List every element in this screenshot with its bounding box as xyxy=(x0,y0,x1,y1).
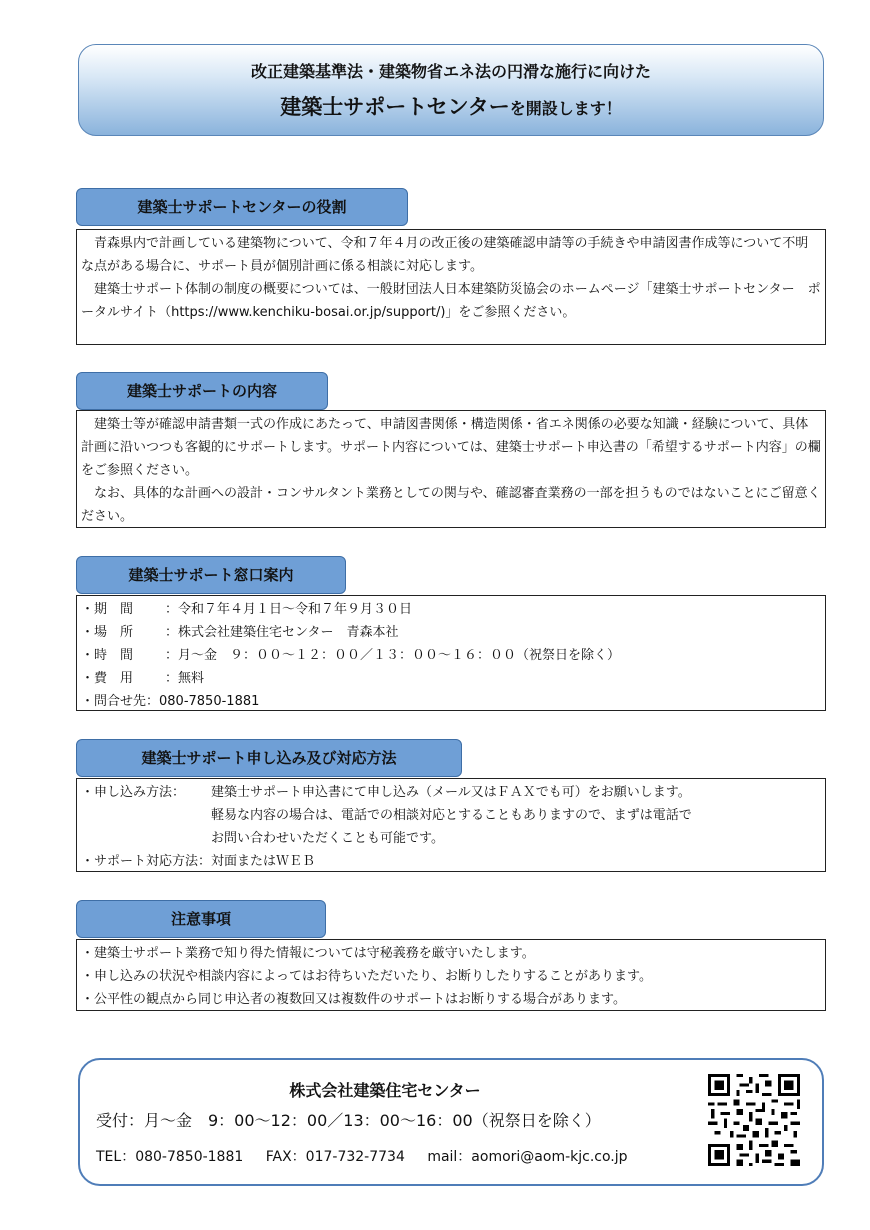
window-value: ：令和７年４月１日～令和７年９月３０日 xyxy=(165,602,413,617)
window-label: ・場 所 xyxy=(81,625,134,640)
banner-title-suffix: を開設します！ xyxy=(509,99,622,118)
note-item: ・公平性の観点から同じ申込者の複数回又は複数件のサポートはお断りする場合があります。 xyxy=(81,992,626,1007)
contact-company: 株式会社建築住宅センター xyxy=(289,1081,481,1100)
banner-main-title: 建築士サポートセンター xyxy=(280,95,510,119)
window-label: ・費 用 xyxy=(81,671,134,686)
section-box-notes xyxy=(76,939,826,1011)
window-value: ：080-7850-1881 xyxy=(146,694,260,709)
apply-support-method: ・サポート対応方法：対面またはＷＥＢ xyxy=(81,854,316,869)
contact-fax: FAX：017-732-7734 xyxy=(265,1149,405,1165)
note-item: ・申し込みの状況や相談内容によってはお待ちいただいたり、お断りしたりすることがあります。 xyxy=(81,969,652,984)
apply-method-line: 軽易な内容の場合は、電話での相談対応とすることもありますので、まずは電話で xyxy=(211,808,692,823)
window-row-place xyxy=(81,621,821,644)
role-paragraph-2: 建築士サポート体制の制度の概要については、一般財団法人日本建築防災協会のホームページ「建築士サポートセンター ポータルサイト（https://www.kenchiku-bosai.or.jp/support/)」をご参照ください。 xyxy=(81,282,821,320)
section-box-role xyxy=(76,229,826,345)
role-paragraph-1: 青森県内で計画している建築物について、令和７年４月の改正後の建築確認申請等の手続きや申請図書作成等について不明な点がある場合に、サポート員が個別計画に係る相談に対応します。 xyxy=(81,236,809,274)
window-row-period xyxy=(81,598,821,621)
contact-box xyxy=(78,1058,824,1186)
contact-tel: TEL：080-7850-1881 xyxy=(96,1149,244,1165)
content-paragraph-2: なお、具体的な計画への設計・コンサルタント業務としての関与や、確認審査業務の一部を担うものではないことにご留意ください。 xyxy=(81,486,821,524)
banner-line-1: 改正建築基準法・建築物省エネ法の円滑な施行に向けた xyxy=(250,62,651,81)
apply-method-label: ・申し込み方法： xyxy=(81,785,186,800)
qr-code-icon[interactable] xyxy=(708,1074,800,1166)
window-label: ・時 間 xyxy=(81,648,134,663)
contact-hours: 受付：月～金 9：00～12：00／13：00～16：00（祝祭日を除く） xyxy=(96,1111,601,1130)
header-banner xyxy=(78,44,824,136)
window-value: ：月～金 ９：００～１２：００／１３：００～１６：００（祝祭日を除く） xyxy=(165,648,621,663)
section-box-content xyxy=(76,410,826,528)
apply-method-line: お問い合わせいただくことも可能です。 xyxy=(211,831,444,846)
section-title-content: 建築士サポートの内容 xyxy=(76,372,328,410)
window-label: ・問合せ先 xyxy=(81,694,147,709)
section-box-apply xyxy=(76,778,826,872)
banner-line-2 xyxy=(79,91,823,121)
apply-method-line: 建築士サポート申込書にて申し込み（メール又はＦＡＸでも可）をお願いします。 xyxy=(211,785,691,800)
section-box-window xyxy=(76,595,826,711)
section-title-apply: 建築士サポート申し込み及び対応方法 xyxy=(76,739,462,777)
window-value: ：無料 xyxy=(165,671,205,686)
window-row-cost xyxy=(81,667,821,690)
note-item: ・建築士サポート業務で知り得た情報については守秘義務を厳守いたします。 xyxy=(81,946,535,961)
content-paragraph-1: 建築士等が確認申請書類一式の作成にあたって、申請図書関係・構造関係・省エネ関係の必要な知識・経験について、具体計画に沿いつつも客観的にサポートします。サポート内容については、建築士サポート申込書の「希望するサポート内容」の欄をご参照ください。 xyxy=(81,417,821,478)
window-row-time xyxy=(81,644,821,667)
section-title-role: 建築士サポートセンターの役割 xyxy=(76,188,408,226)
window-value: ：株式会社建築住宅センター 青森本社 xyxy=(165,625,399,640)
section-title-notes: 注意事項 xyxy=(76,900,326,938)
apply-method xyxy=(81,781,821,850)
section-title-window: 建築士サポート窓口案内 xyxy=(76,556,346,594)
contact-line xyxy=(96,1146,646,1166)
window-label: ・期 間 xyxy=(81,602,134,617)
contact-mail[interactable]: mail：aomori@aom-kjc.co.jp xyxy=(427,1149,628,1165)
window-row-inquiry xyxy=(81,690,821,713)
